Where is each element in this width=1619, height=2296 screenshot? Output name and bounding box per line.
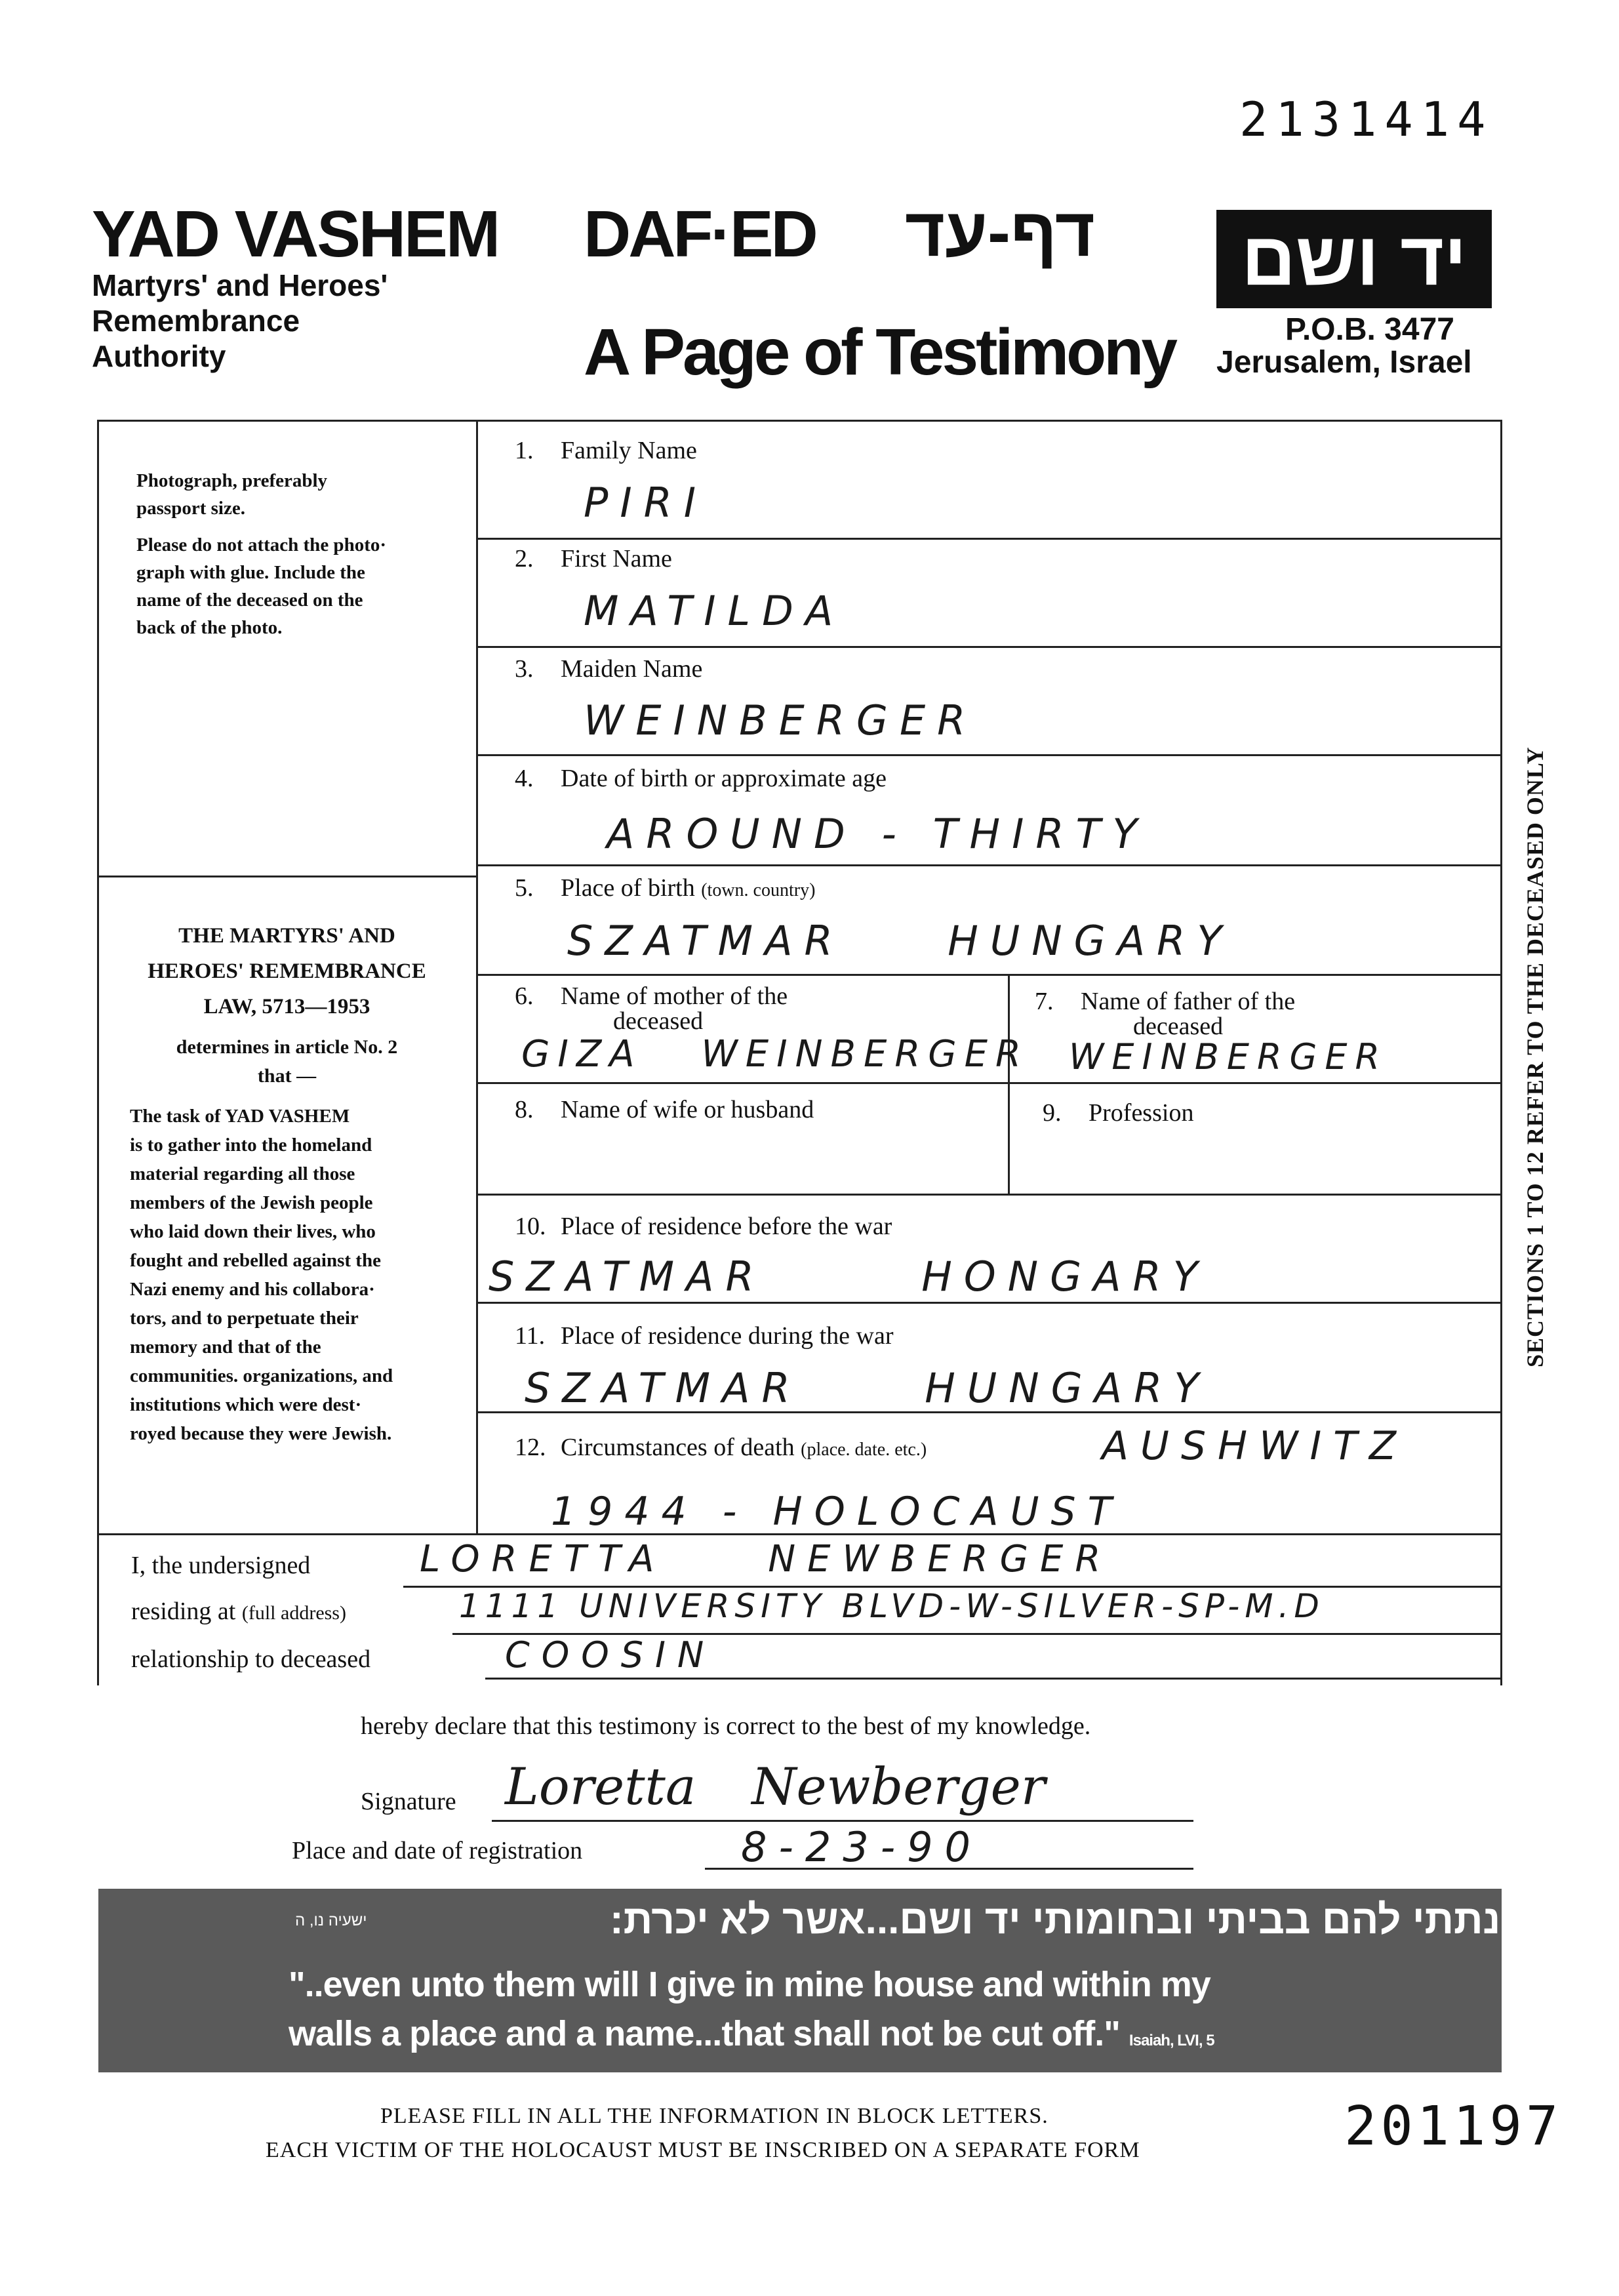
- serial-number-bottom: 201197: [1344, 2095, 1563, 2158]
- field-mother-label: 6. Name of mother of the deceased: [515, 982, 788, 1035]
- field-family-name-label: 1. Family Name: [515, 437, 697, 464]
- field-birth-date-value[interactable]: AROUND - THIRTY: [607, 810, 1149, 858]
- banner-english-line2: walls a place and a name...that shall not be cut off." Isaiah, LVI, 5: [289, 2014, 1214, 2053]
- serial-number-top: 2131414: [1239, 92, 1494, 147]
- undersigned-value[interactable]: LORETTA NEWBERGER: [420, 1538, 1113, 1581]
- declaration-text: hereby declare that this testimony is correct to the best of my knowledge.: [361, 1712, 1091, 1740]
- banner-hebrew-ref: ישעיה נו, ה: [295, 1912, 367, 1929]
- address-label: residing at (full address): [131, 1598, 346, 1625]
- field-birth-date-label: 4. Date of birth or approximate age: [515, 765, 887, 792]
- logo-hebrew: יד ושם: [1216, 210, 1492, 308]
- field-mother-value[interactable]: GIZA WEINBERGER: [521, 1033, 1029, 1076]
- field-death-place-value[interactable]: AUSHWITZ: [1102, 1423, 1408, 1469]
- field-first-name-value[interactable]: MATILDA: [584, 587, 845, 635]
- relationship-value[interactable]: COOSIN: [505, 1634, 716, 1676]
- side-note: SECTIONS 1 TO 12 REFER TO THE DECEASED ONLY: [1522, 746, 1548, 1367]
- field-profession-label: 9. Profession: [1043, 1099, 1194, 1127]
- place-date-label: Place and date of registration: [292, 1837, 583, 1864]
- undersigned-label: I, the undersigned: [131, 1552, 311, 1579]
- law-text: The task of YAD VASHEM is to gather into the homeland material regarding all those members of the Jewish people who laid down their lives, who fought and rebelled against the Nazi enemy and his collabora· tors, and to perpetuate their memory and that of the communities. organizations, and institutions which were dest· royed because they were Jewish.: [130, 1106, 393, 1444]
- address-value[interactable]: 1111 UNIVERSITY BLVD-W-SILVER-SP-M.D: [459, 1587, 1325, 1625]
- daf-ed-title: DAF·ED: [584, 197, 816, 271]
- field-residence-before-value[interactable]: SZATMAR HONGARY: [489, 1253, 1210, 1300]
- field-father-value[interactable]: WEINBERGER: [1069, 1036, 1388, 1078]
- place-date-value[interactable]: 8-23-90: [741, 1823, 982, 1871]
- field-first-name-label: 2. First Name: [515, 545, 672, 573]
- field-death-circumstances-label: 12. Circumstances of death (place. date. etc.): [515, 1434, 927, 1461]
- photo-box-text: Photograph, preferably passport size. Please do not attach the photo· graph with glue. Include the name of the deceased on the back of the photo.: [136, 470, 387, 638]
- field-residence-before-label: 10. Place of residence before the war: [515, 1213, 892, 1240]
- relationship-label: relationship to deceased: [131, 1645, 371, 1673]
- law-title: THE MARTYRS' AND HEROES' REMEMBRANCE LAW, 5713—1953: [148, 924, 426, 1018]
- pob: P.O.B. 3477: [1285, 312, 1454, 347]
- signature-label: Signature: [361, 1788, 456, 1815]
- field-family-name-value[interactable]: PIRI: [584, 479, 708, 527]
- field-maiden-name-label: 3. Maiden Name: [515, 655, 703, 683]
- city: Jerusalem, Israel: [1216, 345, 1472, 380]
- footer-line2: EACH VICTIM OF THE HOLOCAUST MUST BE INSCRIBED ON A SEPARATE FORM: [266, 2138, 1140, 2162]
- field-birth-place-label: 5. Place of birth (town. country): [515, 874, 816, 902]
- org-subtitle: Martyrs' and Heroes' Remembrance Authority: [92, 268, 388, 373]
- signature-value[interactable]: Loretta Newberger: [505, 1758, 1046, 1817]
- field-birth-place-value[interactable]: SZATMAR HUNGARY: [567, 917, 1234, 965]
- field-residence-during-label: 11. Place of residence during the war: [515, 1322, 894, 1350]
- field-father-label: 7. Name of father of the deceased: [1035, 988, 1296, 1040]
- law-determines: determines in article No. 2 that —: [176, 1036, 398, 1087]
- banner-english-line1: "..even unto them will I give in mine house and within my: [289, 1965, 1210, 2004]
- org-name: YAD VASHEM: [92, 197, 499, 271]
- banner-hebrew: :..ונתתי להם בביתי ובחומותי יד ושם...אשר לא יכרת:: [610, 1897, 1549, 1943]
- field-death-date-value[interactable]: 1944 - HOLOCAUST: [551, 1489, 1124, 1535]
- footer-line1: PLEASE FILL IN ALL THE INFORMATION IN BLOCK LETTERS.: [380, 2104, 1049, 2128]
- quote-banner: [98, 1889, 1549, 2072]
- page-title: A Page of Testimony: [584, 315, 1175, 389]
- field-residence-during-value[interactable]: SZATMAR HUNGARY: [525, 1364, 1211, 1412]
- field-spouse-label: 8. Name of wife or husband: [515, 1096, 814, 1123]
- hebrew-daf-ed-title: דף-עד: [905, 194, 1095, 271]
- field-maiden-name-value[interactable]: WEINBERGER: [584, 696, 978, 744]
